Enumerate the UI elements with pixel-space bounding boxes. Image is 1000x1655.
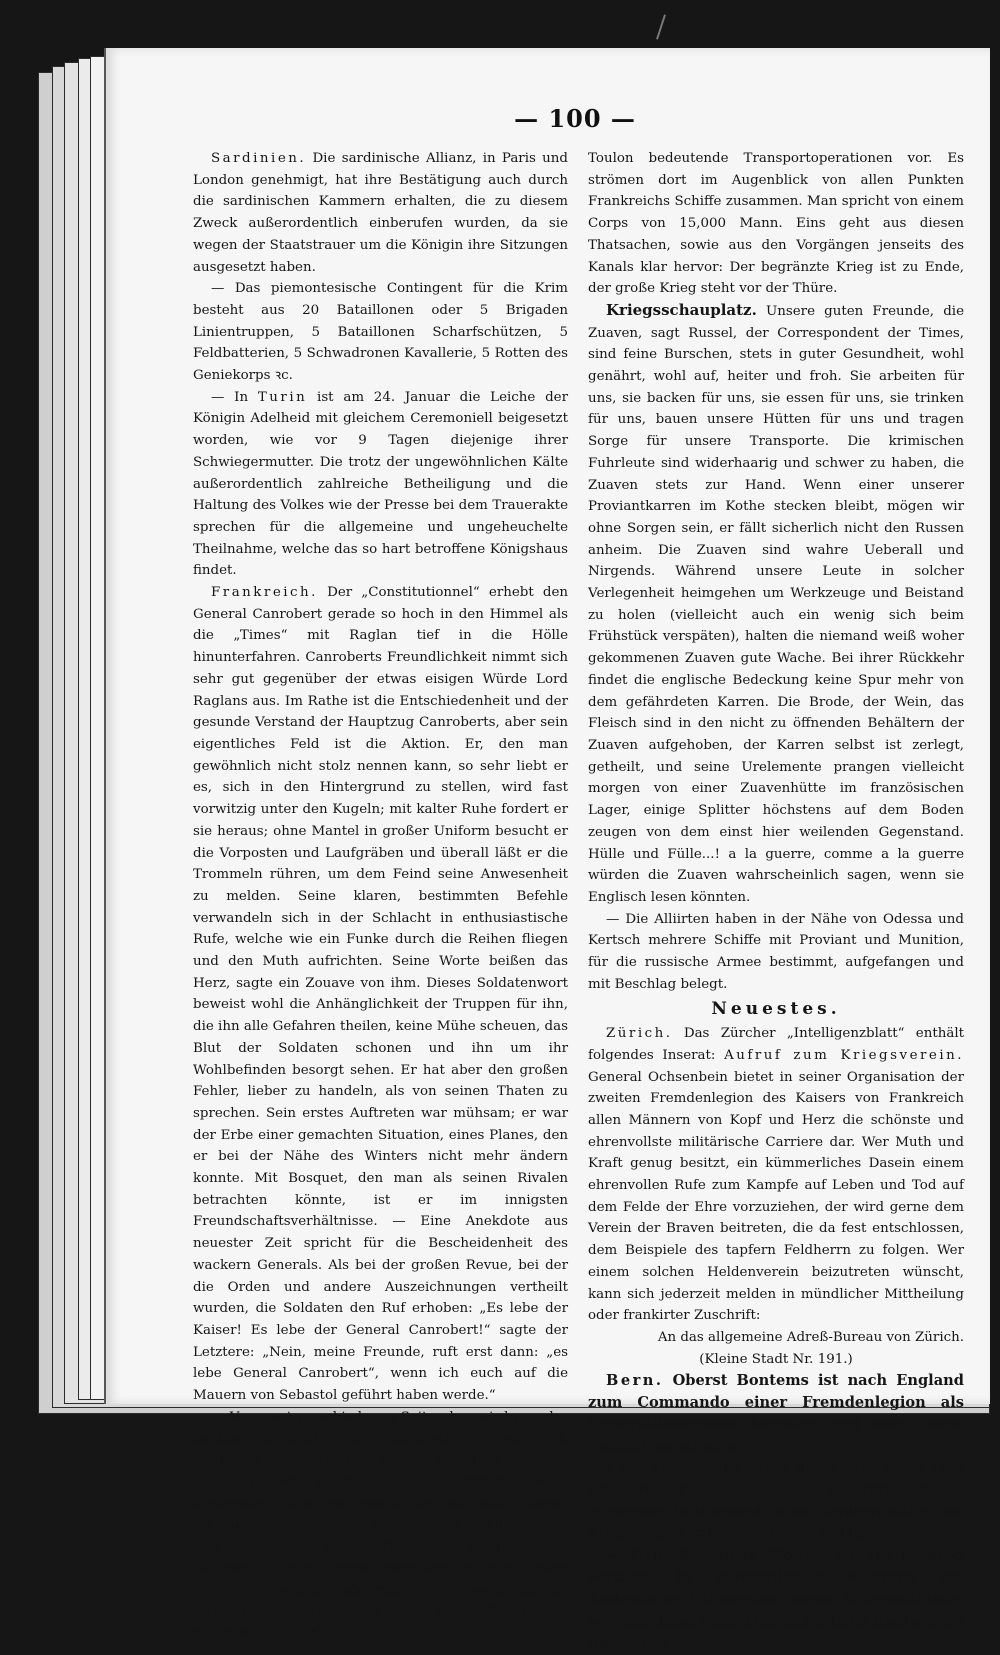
article-body: Unsere guten Freunde, die Zuaven, sagt Russel, der Correspondent der Times, sind feine Burschen, stets in guter Gesundheit, wohl genährt, wohl auf, heiter und froh. Sie arbeiten für uns, sie backen für uns, sie essen für uns, sie trinken für uns, bauen unsere Hütten für uns und tragen Sorge für unsere Transporte. Die krimischen Fuhrleute sind widerhaarig und schwer zu haben, die Zuaven stets zur Hand. Wenn einer unserer Proviantkarren im Kothe stecken bleibt, mögen wir ohne Sorgen sein, er fällt sicherlich nicht den Russen anheim. Die Zuaven sind wahre Ueberall und Nirgends. Während unsere Leute in solcher Verlegenheit heimgehen um Werkzeuge und Beistand zu holen (vielleicht auch ein wenig sich beim Frühstück verspäten), halten die niemand weiß woher gekommenen Zuaven gute Wache. Bei ihrer Rückkehr findet die englische Bedeckung keine Spur mehr von dem gefährdeten Karren. Die Brode, der Wein, das Fleisch sind in den nicht zu öffnenden Behältern der Zuaven aufgehoben, der Karren selbst ist zerlegt, getheilt, und seine Urelemente prangen vielleicht morgen von einer Zuavenhütte im französischen Lager, einige Splitter höchstens auf dem Boden zeugen von dem einst hier weilenden Gegenstand. Hülle und Fülle...! a la guerre, comme a la guerre würden die Zuaven wahrscheinlich sagen, wenn sie Englisch lesen könnten.: [588, 303, 964, 905]
article-body: Der „Constitutionnel“ erhebt den General Canrobert gerade so hoch in den Himmel als die „Times“ mit Raglan tief in die Hölle hinunterfahren. Canroberts Freundlichkeit nimmt sich sehr gut gegenüber der etwas eisigen Würde Lord Raglans aus. Im Rathe ist die Entschiedenheit und der gesunde Verstand der Hauptzug Canroberts, aber sein eigentliches Feld ist die Aktion. Er, den man gewöhnlich nicht stolz nennen kann, so sehr liebt er es, sich in den Hintergrund zu stellen, wird fast vorwitzig unter den Kugeln; mit kalter Ruhe fordert er sie heraus; ohne Mantel in großer Uniform besucht er die Vorposten und Laufgräben und überall läßt er die Trommeln rühren, um dem Feind seine Anwesenheit zu melden. Seine klaren, bestimmten Befehle verwandeln sich in der Schlacht in enthusiastische Rufe, welche wie ein Funke durch die Reihen fliegen und den Muth aufrichten. Seine Worte beißen das Herz, sagte ein Zouave von ihm. Dieses Soldatenwort beweist wohl die Anhänglichkeit der Truppen für ihn, die ihn alle Gefahren theilen, keine Mühe scheuen, das Blut der Soldaten schonen und ihn um ihr Wohlbefinden besorgt sehen. Er hat aber den großen Fehler, lieber zu handeln, als von seinen Thaten zu sprechen. Sein erstes Auftreten war mühsam; er war der Erbe einer gemachten Situation, eines Planes, den er bei der Nähe des Winters nicht mehr ändern konnte. Mit Bosquet, den man als seinen Rivalen betrachten könnte, ist er im innigsten Freundschaftsverhältnisse. — Eine Anekdote aus neuester Zeit spricht für die Bescheidenheit des wackern Generals. Als bei der großen Revue, bei der die Orden und andere Auszeichnungen vertheilt wurden, die Soldaten den Ruf erhoben: „Es lebe der Kaiser! Es lebe der General Canrobert!“ sagte der Letztere: „Nein, meine Freunde, ruft erst dann: „es lebe General Canrobert“, wenn ich euch auf die Mauern von Sebastol geführt haben werde.“: [193, 585, 569, 1404]
article-body: Oberst Bontems ist nach England zum Commando einer Fremdenlegion als Generallieutenant berufen und wird ohne Zweifel annehmen.: [588, 1372, 964, 1456]
article-body: Das Zürcher „Intelligenzblatt“ enthält folgendes Inserat:: [588, 1026, 964, 1063]
article-roebuck: — Hrn. Roebucks Motion ist auf Montag vertagt. In sämmtlichen Blättern die Andeutung: Palmerston werde Kriegsminister werden. Eine neue Depesche Lord Raglans ist unwichtig.: [588, 1547, 964, 1653]
address-line: (Kleine Stadt Nr. 191.): [699, 1351, 853, 1367]
article-heading: Bern.: [606, 1372, 664, 1390]
article-heading: Kriegsschauplatz.: [606, 300, 757, 319]
article-kriegsschauplatz: [588, 300, 964, 909]
article-body: Die sardinische Allianz, in Paris und London genehmigt, hat ihre Bestätigung auch durch die sardinischen Kammern erhalten, die zu diesem Zweck außerordentlich einberufen wurden, da sie wegen der Staatstrauer um die Königin ihre Sitzungen ausgesetzt haben.: [193, 151, 568, 275]
article-body: General Ochsenbein bietet in seiner Organisation der zweiten Fremdenlegion des Kaisers von Frankreich allen Männern von Kopf und Herz die schönste und ehrenvollste militärische Carriere dar. Wer Muth und Kraft genug besitzt, ein kümmerliches Dasein einem ehrenvollen Rufe zum Kampfe auf Leben und Tod auf dem Felde der Ehre vorzuziehen, der wird gerne dem Verein der Braven beitreten, die da fest entschlossen, dem Beispiele des tapfern Feldherrn zu folgen. Wer einem solchen Heldenverein beizutreten wünscht, kann sich jederzeit melden in mündlicher Mittheilung oder frankirter Zuschrift:: [588, 1069, 964, 1324]
article-heading: London,: [606, 1461, 679, 1477]
pen-mark: [656, 14, 666, 39]
article-heading: Zürich.: [606, 1026, 673, 1042]
article-heading: Frankreich.: [211, 585, 318, 601]
page-number: — 100 —: [514, 104, 636, 133]
article-zuerich: [588, 1023, 964, 1327]
article-toulon: Toulon bedeutende Transportoperationen vor. Es strömen dort im Augenblick von allen Punkten Frankreichs Schiffe zusammen. Man spricht von einem Corps von 15,000 Mann. Eins geht aus diesen Thatsachen, sowie aus den Vorgängen jenseits des Kanals klar hervor: Der begränzte Krieg ist zu Ende, der große Krieg steht vor der Thüre.: [588, 151, 964, 297]
dash-prefix: — In: [211, 389, 249, 405]
left-column: [193, 148, 568, 1646]
inserat-title: Aufruf zum Kriegsverein.: [724, 1047, 964, 1063]
address-line: An das allgemeine Adreß-Bureau von Zürich.: [657, 1329, 964, 1345]
article-sardinien: [193, 148, 568, 278]
right-column: [588, 148, 964, 1655]
article-contingent: — Das piemontesische Contingent für die Krim besteht aus 20 Bataillonen oder 5 Brigaden Linientruppen, 5 Bataillonen Scharfschützen, 5 Feldbatterien, 5 Schwadronen Kavallerie, 5 Rotten des Geniekorps ꝛc.: [193, 281, 568, 384]
article-heading: Sardinien.: [211, 151, 307, 166]
section-heading-neuestes: Neuestes.: [711, 999, 841, 1020]
article-turin: [193, 387, 568, 582]
article-body: ist am 24. Januar die Leiche der Königin Adelheid mit gleichem Ceremoniell beigesetzt worden, wie vor 9 Tagen diejenige ihrer Schwiegermutter. Die trotz der ungewöhnlichen Kälte außerordentlich zahlreiche Betheiligung und die Haltung des Volkes wie der Presse bei dem Trauerakte sprechen für die allgemeine und ungeheuchelte Theilnahme, welche das so hart betroffene Königshaus findet.: [193, 389, 568, 579]
article-frankreich: [193, 582, 568, 1407]
article-abmarsch: — Von zwei verschiedenen Seiten her wird nun der baldige Abmarsch einer französischen Armee nach Oestreich bestätigt. Die Stärke derselben wird — vielleicht etwas übertrieben — auf 200,000 Mann angegeben. Es scheint gewiß, daß die ganze Garde, bis auf ein einziges, in Paris zurückbleibendes Regiment an dem Feldzug theilnimmt. Die Bewegung soll bereits am 5. Februar beginnen. Es ist in hohem Grade merkwürdig, abermals die Schweiz als die wahrscheinliche Route nennen zu hören. Gleichzeitig bereiten sich auch in: [193, 1409, 568, 1642]
article-body: 27. Jan. Nach den Erörterungen Lord John Russells über seinen Rücktritt erklärte Palmerston, beistimmend: es sei allerdings nöthig, den Krieg mit größerm Nachdruck zu verfolgen.: [588, 1461, 964, 1542]
article-bern: [588, 1370, 964, 1458]
article-alliirten: — Die Alliirten haben in der Nähe von Odessa und Kertsch mehrere Schiffe mit Proviant und Munition, für die russische Armee bestimmt, aufgefangen und mit Beschlag belegt.: [588, 911, 964, 992]
article-heading: Turin: [257, 389, 308, 405]
article-london: [588, 1458, 964, 1545]
